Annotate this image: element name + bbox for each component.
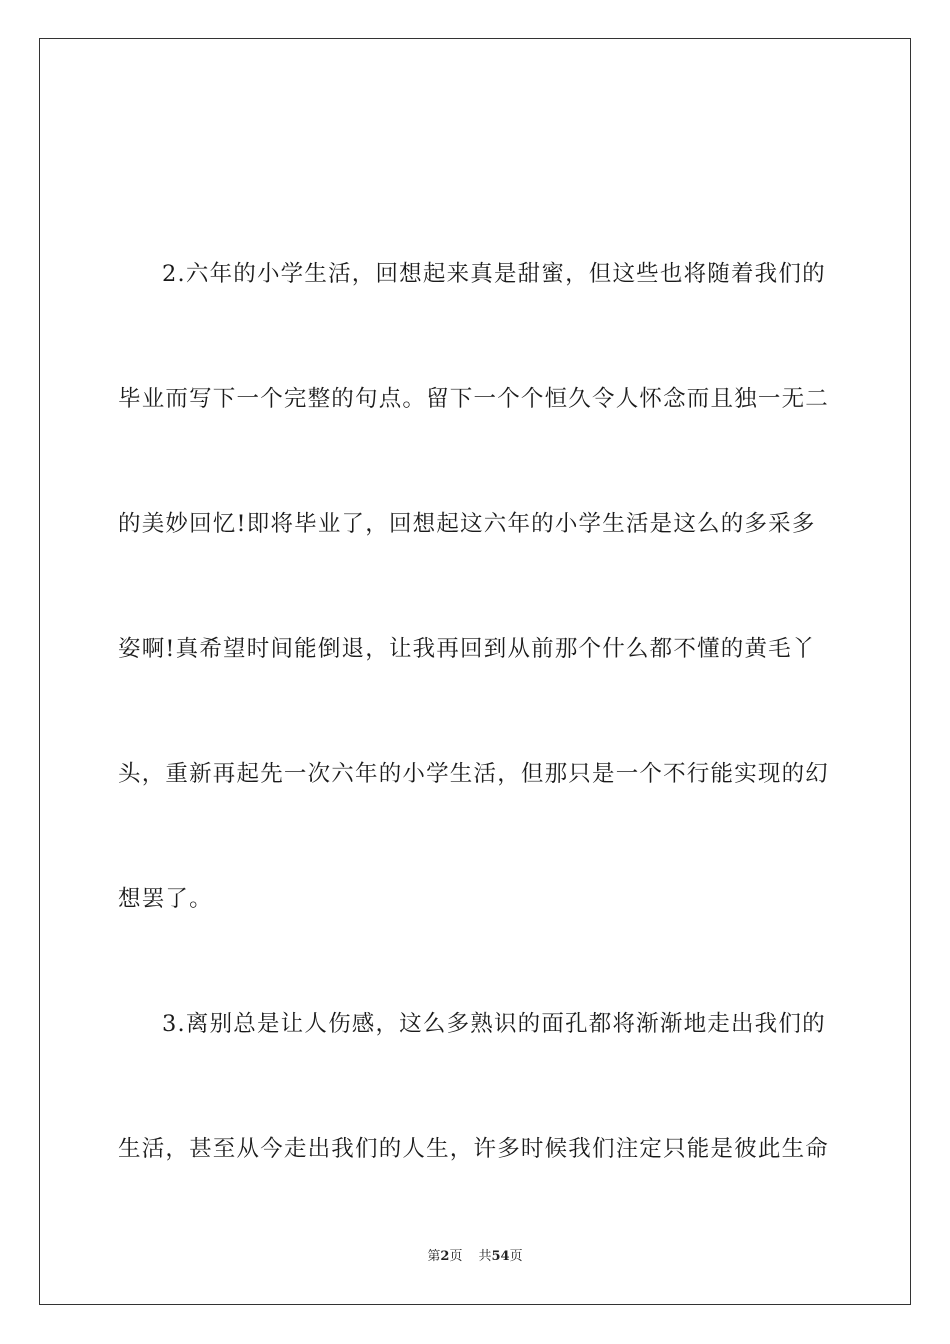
footer-page-prefix: 第	[427, 1249, 441, 1264]
paragraph-2-line-6: 想罢了。	[118, 886, 213, 912]
paragraph-2-line-1: 2.六年的小学生活，回想起来真是甜蜜，但这些也将随着我们的	[162, 261, 826, 287]
paragraph-3-line-1: 3.离别总是让人伤感，这么多熟识的面孔都将渐渐地走出我们的	[162, 1011, 826, 1037]
page-border	[39, 38, 911, 1305]
paragraph-2-line-3: 的美妙回忆!即将毕业了，回想起这六年的小学生活是这么的多采多	[118, 511, 816, 537]
paragraph-2-line-4: 姿啊!真希望时间能倒退，让我再回到从前那个什么都不懂的黄毛丫	[118, 636, 816, 662]
footer-total-pages: 54	[491, 1249, 510, 1264]
footer-total-suffix: 页	[509, 1249, 523, 1264]
paragraph-3-line-2: 生活，甚至从今走出我们的人生，许多时候我们注定只能是彼此生命	[118, 1136, 830, 1162]
paragraph-2-line-5: 头，重新再起先一次六年的小学生活，但那只是一个不行能实现的幻	[118, 761, 830, 787]
page-footer	[0, 1248, 950, 1266]
paragraph-2-line-2: 毕业而写下一个完整的句点。留下一个个恒久令人怀念而且独一无二	[118, 386, 830, 412]
footer-page-number: 2	[440, 1249, 450, 1264]
footer-page-suffix: 页	[449, 1249, 463, 1264]
footer-total-prefix: 共	[478, 1249, 492, 1264]
